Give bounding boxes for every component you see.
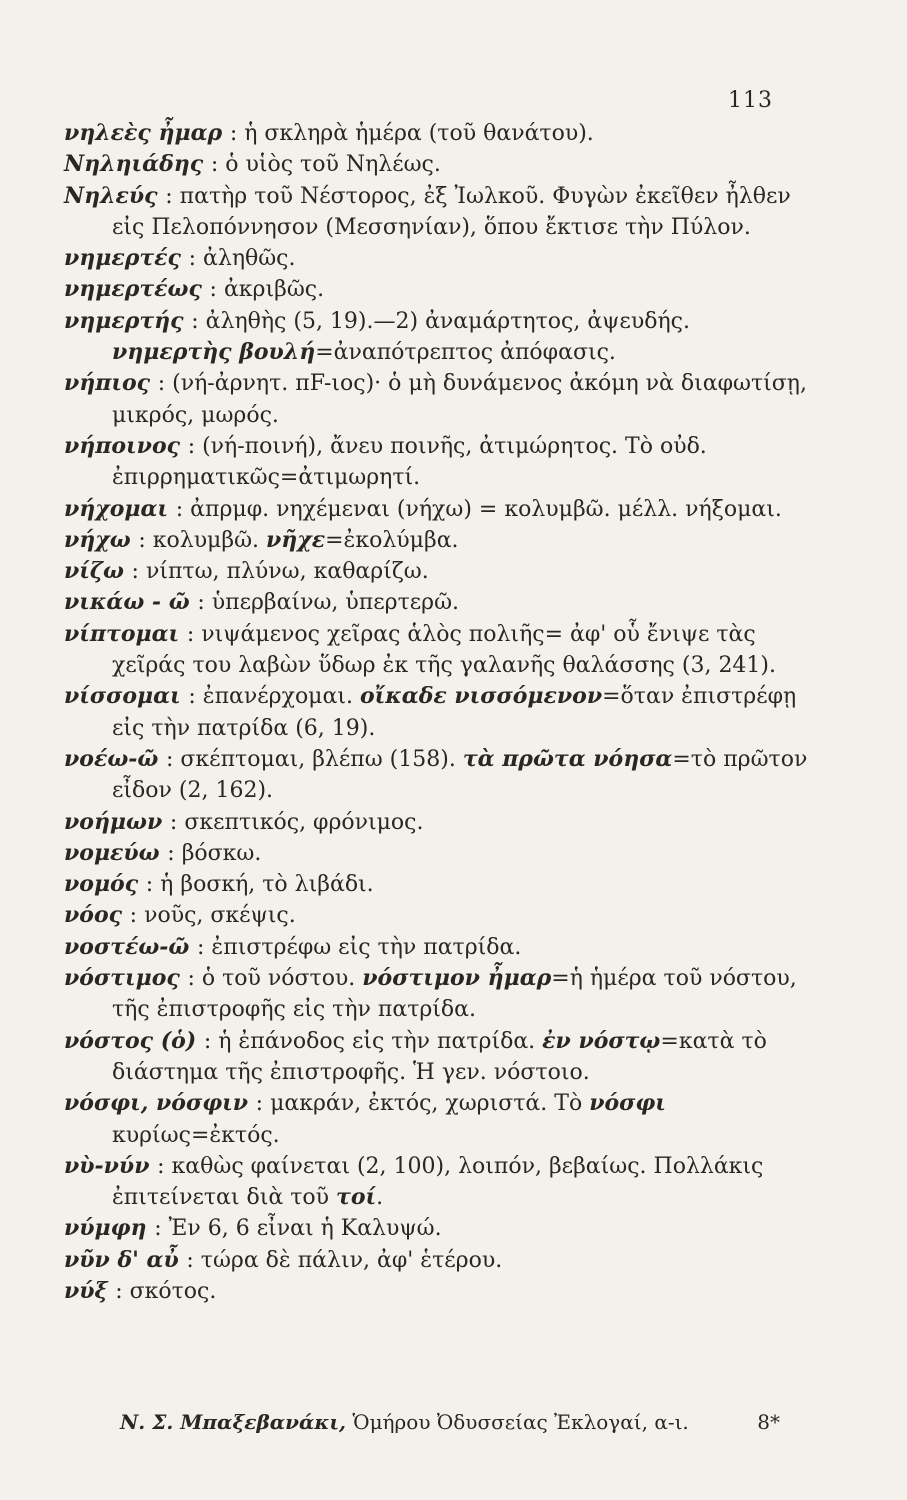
glossary-entry (64, 243, 809, 274)
entry-headword: νομός (64, 871, 146, 898)
entry-definition: =ὅταν ἐπιστρέφῃ εἰς τὴν πατρίδα (6, 19). (112, 684, 797, 741)
entry-headword: νοέω-ῶ (64, 745, 166, 772)
entry-headword: νήποινος (64, 432, 188, 459)
entry-definition: : σκότος. (115, 1278, 217, 1304)
page-number: 113 (728, 88, 773, 113)
entry-phrase: τὰ πρῶτα νόησα (462, 745, 673, 772)
entry-phrase: οἴκαδε νισσόμενον (359, 683, 603, 710)
entry-definition: : Ἐν 6, 6 εἶναι ἡ Καλυψώ. (154, 1216, 442, 1242)
entry-headword: νίζω (64, 558, 132, 585)
entry-headword: νίσσομαι (64, 683, 189, 710)
entry-headword: νόσφι, νόσφιν (64, 1090, 256, 1117)
glossary-entry (64, 556, 809, 587)
entry-definition: . (376, 1185, 384, 1211)
entry-definition: : (νή-ἀρνητ. πF-ιος)· ὁ μὴ δυνάμενος ἀκόμη νὰ διαφωτίσῃ, μικρός, μωρός. (112, 371, 807, 428)
entry-headword: Νηληιάδης (64, 151, 211, 178)
glossary-entry (64, 587, 809, 618)
entry-definition: : βόσκω. (167, 840, 262, 866)
entry-definition: =ἡ ἡμέρα τοῦ νόστου, τῆς ἐπιστροφῆς εἰς τὴν πατρίδα. (112, 966, 797, 1023)
glossary-entry (64, 149, 809, 180)
entry-definition: : ἀληθῶς. (188, 246, 296, 272)
glossary-entry (64, 1245, 809, 1276)
entry-definition: : νίπτω, πλύνω, καθαρίζω. (131, 559, 429, 585)
glossary-entry (64, 368, 809, 431)
entry-definition: : ἀκριβῶς. (209, 277, 325, 303)
entry-headword: νόστος (ὁ) (64, 1027, 204, 1054)
glossary-entry (64, 963, 809, 1026)
entry-headword: νήχομαι (64, 495, 176, 522)
glossary-entry (64, 1151, 809, 1214)
entry-definition: : ὁ τοῦ νόστου. (187, 966, 363, 992)
entry-definition: : μακράν, ἐκτός, χωριστά. Τὸ (255, 1091, 590, 1117)
entry-headword: νῦν δ' αὖ (64, 1246, 187, 1273)
entry-headword: νήπιος (64, 370, 158, 397)
entry-headword: νοστέω-ῶ (64, 933, 198, 960)
glossary-entry (64, 1026, 809, 1089)
glossary-entry (64, 494, 809, 525)
glossary-entry (64, 900, 809, 931)
entry-headword: νομεύω (64, 839, 168, 866)
footer-signature: 8* (757, 1410, 780, 1434)
entry-phrase: νόστιμον ἦμαρ (362, 965, 552, 992)
glossary-entry (64, 838, 809, 869)
entry-headword: νὺ-νύν (64, 1152, 158, 1179)
entry-phrase: τοί (336, 1184, 377, 1211)
entry-definition: : ἡ βοσκή, τὸ λιβάδι. (145, 872, 374, 898)
entry-definition: : ἀπρμφ. νηχέμεναι (νήχω) = κολυμβῶ. μέλλ. νήξομαι. (175, 496, 782, 522)
page-footer (120, 1410, 780, 1434)
entry-headword: νοήμων (64, 808, 170, 835)
entry-definition: =ἀναπότρεπτος ἀπόφασις. (315, 340, 616, 366)
entry-headword: νύξ (64, 1277, 116, 1304)
entry-headword: νημερτές (64, 245, 189, 272)
glossary-entry (64, 1276, 809, 1307)
entry-definition: : νοῦς, σκέψις. (129, 903, 296, 929)
entry-definition: : ἐπιστρέφω εἰς τὴν πατρίδα. (197, 934, 522, 960)
entry-definition: : νιψάμενος χεῖρας ἁλὸς πολιῆς= ἀφ' οὗ ἔνιψε τὰς χεῖράς του λαβὼν ὕδωρ ἐκ τῆς γαλανῆς θαλάσσης (3, 241). (112, 621, 777, 679)
entry-definition: =ἐκολύμβα. (325, 527, 459, 553)
glossary-entry (64, 869, 809, 900)
entry-definition: : σκεπτικός, φρόνιμος. (169, 809, 424, 835)
footer-citation (120, 1410, 689, 1434)
entry-phrase: ἐν νόστῳ (542, 1027, 661, 1054)
footer-author: Ν. Σ. Μπαξεβανάκι, (120, 1410, 347, 1434)
glossary-entry (64, 1213, 809, 1244)
entry-definition: : ἀληθὴς (5, 19).—2) ἀναμάρτητος, ἀψευδής. (191, 308, 690, 334)
entry-definition: : ὁ υἱὸς τοῦ Νηλέως. (210, 152, 441, 178)
entry-phrase: νημερτὴς βουλή (112, 339, 316, 366)
glossary-entry (64, 807, 809, 838)
entry-phrase: νῆχε (266, 526, 326, 553)
glossary-entry (64, 681, 809, 744)
glossary-entry (64, 525, 809, 556)
entry-definition: =τὸ πρῶτον εἶδον (2, 162). (112, 746, 808, 804)
entry-headword: νόστιμος (64, 965, 188, 992)
entry-definition: =κατὰ τὸ διάστημα τῆς ἐπιστροφῆς. Ἡ γεν. νόστοιο. (112, 1028, 767, 1085)
entry-definition: : τώρα δὲ πάλιν, ἀφ' ἑτέρου. (186, 1247, 503, 1273)
glossary-entry (64, 118, 809, 149)
entry-definition: : σκέπτομαι, βλέπω (158). (166, 746, 463, 772)
glossary-entry (64, 619, 809, 682)
entry-definition: : ὑπερβαίνω, ὑπερτερῶ. (197, 590, 460, 616)
entry-headword: Νηλεύς (64, 182, 166, 209)
entry-headword: νόος (64, 902, 130, 929)
footer-title: Ὁμήρου Ὀδυσσείας Ἐκλογαί, α-ι. (352, 1410, 689, 1434)
entry-definition: : κολυμβῶ. (138, 527, 267, 553)
entry-headword: νύμφη (64, 1215, 155, 1242)
entry-headword: νημερτής (64, 307, 192, 334)
glossary-entry (64, 181, 809, 244)
entry-definition: κυρίως=ἐκτός. (112, 1122, 280, 1148)
glossary-entry (64, 306, 809, 369)
glossary-entries (64, 118, 809, 1307)
entry-definition: : πατὴρ τοῦ Νέστορος, ἐξ Ἰωλκοῦ. Φυγὼν ἐκεῖθεν ἦλθεν εἰς Πελοπόννησον (Μεσσηνίαν), ὅπου ἔκτισε τὴν Πύλον. (112, 183, 791, 240)
entry-headword: νικάω - ῶ (64, 589, 198, 616)
entry-phrase: νόσφι (589, 1090, 666, 1117)
entry-headword: νίπτομαι (64, 620, 187, 647)
entry-definition: : ἡ ἐπάνοδος εἰς τὴν πατρίδα. (203, 1028, 543, 1054)
entry-definition: : ἡ σκληρὰ ἡμέρα (τοῦ θανάτου). (229, 121, 594, 146)
entry-headword: νήχω (64, 526, 139, 553)
entry-headword: νημερτέως (64, 276, 210, 303)
glossary-entry (64, 431, 809, 494)
entry-definition: : ἐπανέρχομαι. (188, 684, 360, 710)
entry-headword: νηλεὲς ἦμαρ (64, 120, 230, 146)
glossary-entry (64, 744, 809, 807)
glossary-entry (64, 274, 809, 305)
glossary-entry (64, 1088, 809, 1151)
entry-definition: : (νή-ποινή), ἄνευ ποινῆς, ἀτιμώρητος. Τὸ οὐδ. ἐπιρρηματικῶς=ἀτιμωρητί. (112, 433, 707, 491)
glossary-entry (64, 932, 809, 963)
entry-definition: : καθὼς φαίνεται (2, 100), λοιπόν, βεβαίως. Πολλάκις ἐπιτείνεται διὰ τοῦ (112, 1153, 764, 1211)
